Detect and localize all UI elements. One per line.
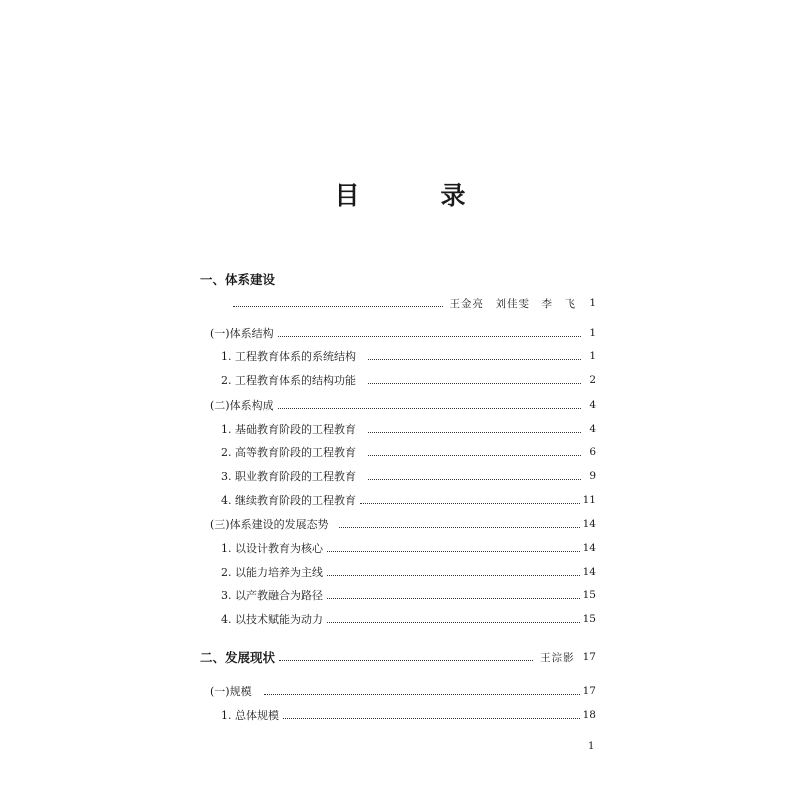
dot-leader — [233, 306, 443, 307]
page-title: 目 录 — [334, 181, 494, 210]
toc-item-label: 1. 基础教育阶段的工程教育 — [221, 423, 356, 436]
dot-leader — [327, 575, 580, 576]
toc-page-number: 18 — [582, 709, 596, 721]
dot-leader — [339, 527, 580, 528]
toc-item-label: 1. 工程教育体系的系统结构 — [221, 350, 356, 363]
dot-leader — [360, 503, 580, 504]
toc-page-number: 14 — [582, 542, 596, 554]
toc-section-label: (二)体系构成 — [210, 399, 274, 412]
dot-leader — [278, 336, 581, 337]
toc-page-number: 9 — [589, 470, 596, 482]
toc-item[interactable] — [221, 467, 596, 485]
toc-item[interactable] — [221, 610, 596, 628]
dot-leader — [327, 598, 580, 599]
toc-page-number: 2 — [589, 374, 596, 386]
toc-section-1-1[interactable] — [210, 324, 596, 342]
toc-item[interactable] — [221, 371, 596, 389]
toc-page-number: 14 — [582, 518, 596, 530]
toc-item[interactable] — [221, 563, 596, 581]
page-folio: 1 — [588, 741, 595, 752]
dot-leader — [283, 718, 580, 719]
toc-authors: 王淙影 — [540, 651, 575, 664]
toc-page-number: 1 — [589, 297, 596, 309]
toc-item-label: 1. 总体规模 — [221, 709, 279, 722]
toc-item[interactable] — [221, 443, 596, 461]
dot-leader — [368, 359, 581, 360]
toc-item-label: 2. 高等教育阶段的工程教育 — [221, 446, 356, 459]
toc-item-label: 1. 以设计教育为核心 — [221, 542, 323, 555]
toc-page-number: 15 — [582, 613, 596, 625]
toc-item-label: 2. 以能力培养为主线 — [221, 566, 323, 579]
dot-leader — [327, 551, 580, 552]
toc-page-number: 1 — [589, 350, 596, 362]
toc-chapter-1[interactable] — [200, 270, 596, 288]
toc-page-number: 17 — [582, 651, 596, 663]
toc-page-number: 4 — [589, 399, 596, 411]
toc-item-label: 4. 以技术赋能为动力 — [221, 613, 323, 626]
dot-leader — [368, 432, 581, 433]
toc-item[interactable] — [221, 491, 596, 509]
dot-leader — [264, 694, 580, 695]
toc-section-1-3[interactable] — [210, 515, 596, 533]
toc-authors: 王金亮 刘佳雯 李 飞 — [449, 297, 576, 310]
dot-leader — [368, 479, 581, 480]
toc-page-number: 15 — [582, 589, 596, 601]
toc-item[interactable] — [221, 586, 596, 604]
toc-section-label: (一)规模 — [210, 685, 252, 698]
toc-item-label: 2. 工程教育体系的结构功能 — [221, 374, 356, 387]
dot-leader — [368, 383, 581, 384]
toc-section-1-2[interactable] — [210, 396, 596, 414]
toc-page-number: 4 — [589, 423, 596, 435]
toc-item-label: 3. 职业教育阶段的工程教育 — [221, 470, 356, 483]
toc-chapter-label: 二、发展现状 — [200, 650, 276, 665]
toc-section-label: (三)体系建设的发展态势 — [210, 518, 329, 531]
toc-page-number: 6 — [589, 446, 596, 458]
toc-item[interactable] — [221, 347, 596, 365]
toc-item-label: 3. 以产教融合为路径 — [221, 589, 323, 602]
toc-chapter-2[interactable] — [200, 648, 596, 666]
toc-page-number: 17 — [582, 685, 596, 697]
dot-leader — [279, 660, 533, 661]
toc-section-2-1[interactable] — [210, 682, 596, 700]
toc-item-label: 4. 继续教育阶段的工程教育 — [221, 494, 356, 507]
toc-author-line[interactable] — [233, 294, 596, 312]
toc-page-number: 11 — [582, 494, 596, 506]
dot-leader — [327, 622, 580, 623]
dot-leader — [278, 408, 581, 409]
toc-page-number: 14 — [582, 566, 596, 578]
dot-leader — [368, 455, 581, 456]
toc-item[interactable] — [221, 706, 596, 724]
toc-item[interactable] — [221, 420, 596, 438]
toc-section-label: (一)体系结构 — [210, 327, 274, 340]
toc-item[interactable] — [221, 539, 596, 557]
toc-page-number: 1 — [589, 327, 596, 339]
toc-chapter-label: 一、体系建设 — [200, 272, 276, 287]
